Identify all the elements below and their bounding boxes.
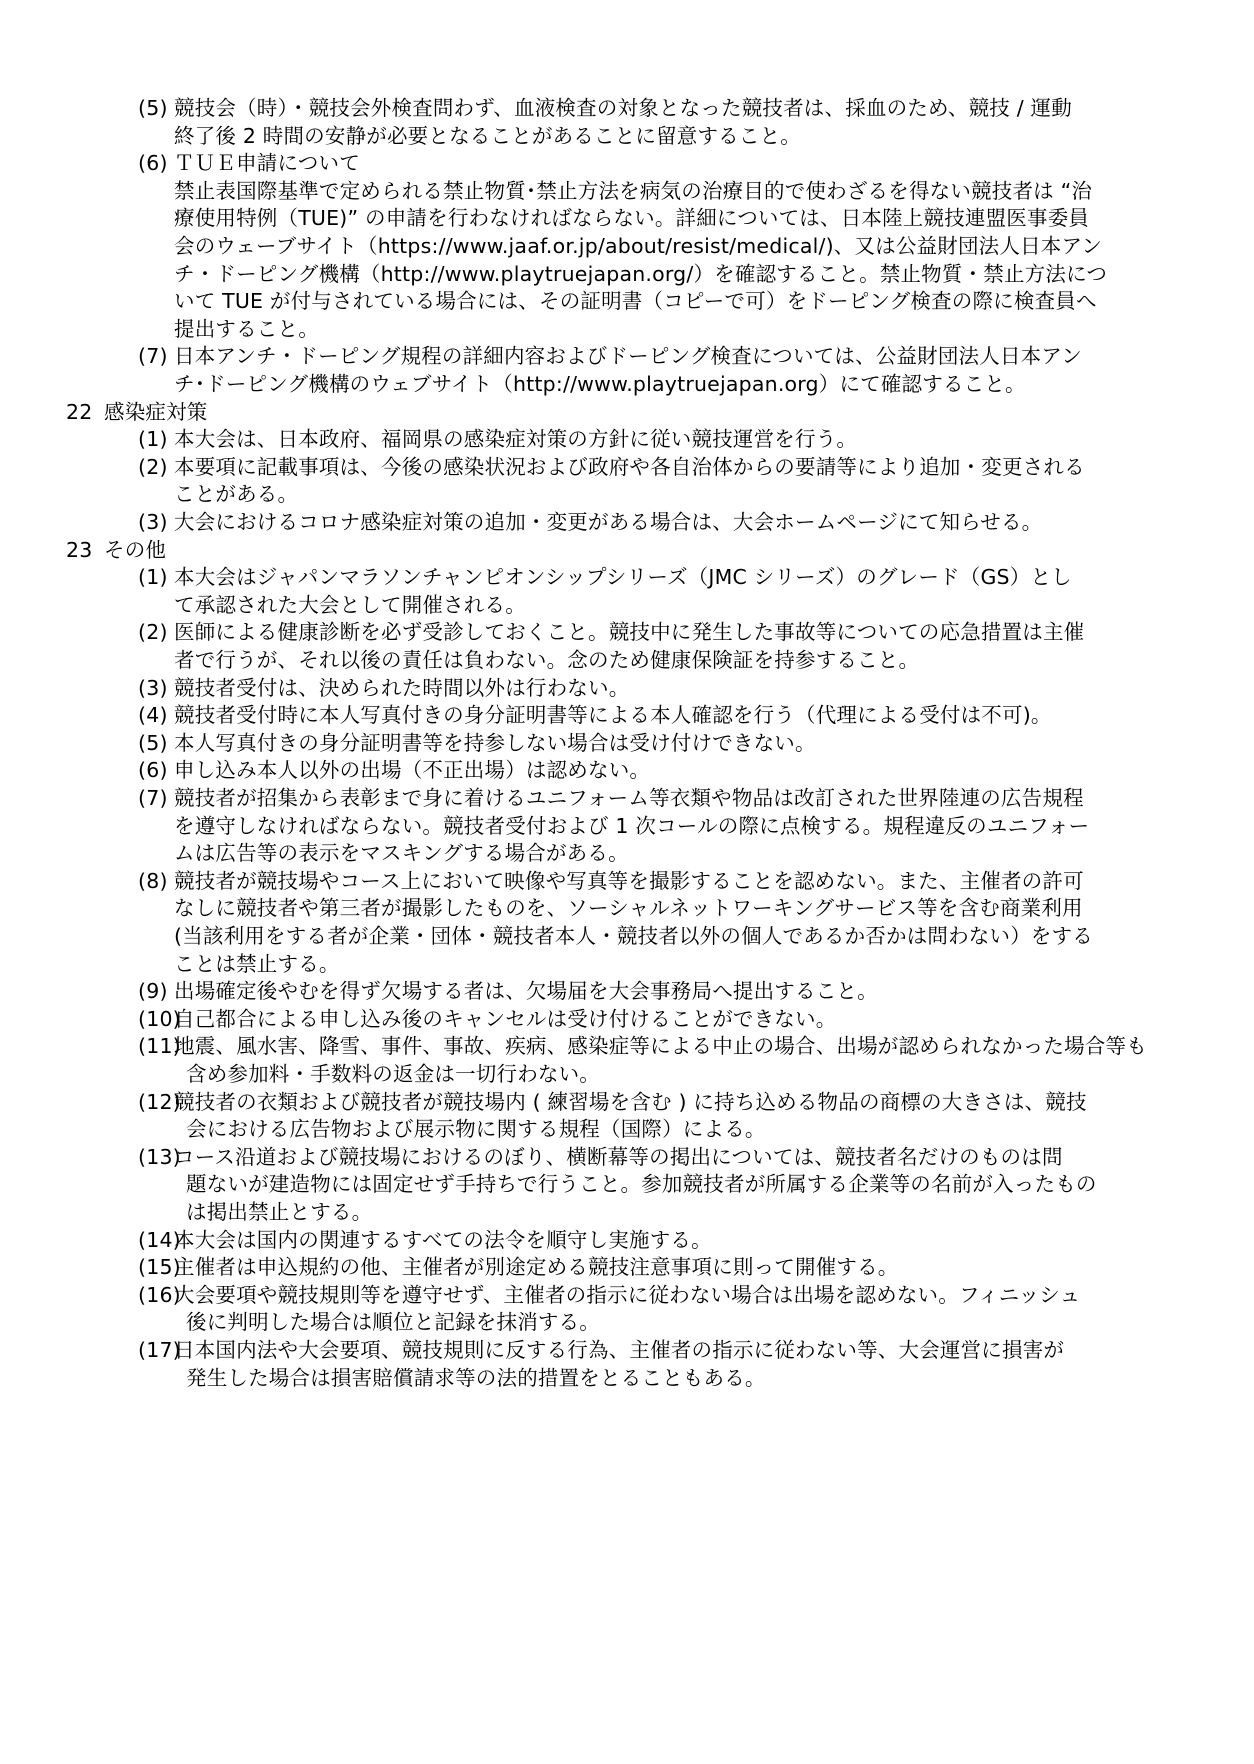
item-number: (16) — [138, 1283, 181, 1307]
item-text: 競技会（時）・競技会外検査問わず、血液検査の対象となった競技者は、採血のため、競技 / 運動 — [174, 96, 1072, 120]
item-continuation: なしに競技者や第三者が撮影したものを、ソーシャルネットワーキングサービス等を含む商業利用 — [174, 896, 1083, 920]
item-number: (6) — [138, 151, 168, 175]
section-number: 22 — [66, 400, 93, 424]
item-text: 自己都合による申し込み後のキャンセルは受け付けることができない。 — [174, 1007, 837, 1031]
item-continuation: 会のウェーブサイト（https://www.jaaf.or.jp/about/resist/medical/)、又は公益財団法人日本アン — [174, 234, 1103, 258]
item-continuation: ことは禁止する。 — [174, 952, 340, 976]
item-number: (1) — [138, 565, 168, 589]
item-number: (6) — [138, 758, 168, 782]
item-continuation: 終了後 2 時間の安静が必要となることがあることに留意すること。 — [174, 124, 801, 148]
item-continuation: は掲出禁止とする。 — [186, 1200, 373, 1224]
section-number: 23 — [66, 538, 93, 562]
item-number: (3) — [138, 676, 168, 700]
item-text: 大会におけるコロナ感染症対策の追加・変更がある場合は、大会ホームページにて知らせる。 — [174, 510, 1043, 534]
item-continuation: 提出すること。 — [174, 317, 319, 341]
section-heading: その他 — [104, 538, 167, 562]
item-continuation: ことがある。 — [174, 482, 299, 506]
item-number: (5) — [138, 731, 168, 755]
item-text: 本要項に記載事項は、今後の感染状況および政府や各自治体からの要請等により追加・変更される — [174, 455, 1085, 479]
item-number: (2) — [138, 620, 168, 644]
item-text: 地震、風水害、降雪、事件、事故、疾病、感染症等による中止の場合、出場が認められなかった場合等も — [174, 1034, 1147, 1058]
item-text: 本大会は、日本政府、福岡県の感染症対策の方針に従い競技運営を行う。 — [174, 427, 858, 451]
item-continuation: チ・ドーピング機構（http://www.playtruejapan.org/）を確認すること。禁止物質・禁止方法につ — [174, 262, 1108, 286]
item-text: 本人写真付きの身分証明書等を持参しない場合は受け付けできない。 — [174, 731, 816, 755]
item-continuation: チ･ドーピング機構のウェブサイト（http://www.playtruejapan.org）にて確認すること。 — [174, 372, 1026, 396]
item-text: 競技者の衣類および競技者が競技場内 ( 練習場を含む ) に持ち込める物品の商標の大きさは、競技 — [174, 1090, 1087, 1114]
item-continuation: ムは広告等の表示をマスキングする場合がある。 — [174, 841, 629, 865]
item-number: (9) — [138, 979, 168, 1003]
item-continuation: 題ないが建造物には固定せず手持ちで行うこと。参加競技者が所属する企業等の名前が入ったもの — [186, 1172, 1097, 1196]
item-continuation: (当該利用をする者が企業・団体・競技者本人・競技者以外の個人であるか否かは問わない）をする — [174, 924, 1093, 948]
item-number: (7) — [138, 344, 168, 368]
item-text: 日本国内法や大会要項、競技規則に反する行為、主催者の指示に従わない等、大会運営に損害が — [174, 1338, 1065, 1362]
item-text: 競技者が招集から表彰まで身に着けるユニフォーム等衣類や物品は改訂された世界陸連の広告規程 — [174, 786, 1084, 810]
item-continuation: いて TUE が付与されている場合には、その証明書（コピーで可）をドーピング検査の際に検査員へ — [174, 289, 1097, 313]
item-text: 競技者が競技場やコース上において映像や写真等を撮影することを認めない。また、主催者の許可 — [174, 869, 1084, 893]
item-number: (17) — [138, 1338, 181, 1362]
item-text: 競技者受付時に本人写真付きの身分証明書等による本人確認を行う（代理による受付は不可)。 — [174, 703, 1052, 727]
item-number: (10) — [138, 1007, 181, 1031]
item-continuation: を遵守しなければならない。競技者受付および 1 次コールの際に点検する。規程違反のユニフォー — [174, 814, 1090, 838]
section-heading: 感染症対策 — [104, 400, 208, 424]
item-text: コース沿道および競技場におけるのぼり、横断幕等の掲出については、競技者名だけのものは問 — [174, 1145, 1063, 1169]
item-continuation: 後に判明した場合は順位と記録を抹消する。 — [186, 1310, 600, 1334]
item-text: ＴＵＥ申請について — [174, 151, 360, 175]
item-text: 本大会は国内の関連するすべての法令を順守し実施する。 — [174, 1228, 712, 1252]
item-text: 主催者は申込規約の他、主催者が別途定める競技注意事項に則って開催する。 — [174, 1255, 899, 1279]
item-text: 医師による健康診断を必ず受診しておくこと。競技中に発生した事故等についての応急措置は主催 — [174, 620, 1085, 644]
item-text: 大会要項や競技規則等を遵守せず、主催者の指示に従わない場合は出場を認めない。フィニッシュ — [174, 1283, 1081, 1307]
item-text: 出場確定後やむを得ず欠場する者は、欠場届を大会事務局へ提出すること。 — [174, 979, 878, 1003]
item-number: (5) — [138, 96, 168, 120]
item-continuation: 禁止表国際基準で定められる禁止物質･禁止方法を病気の治療目的で使わざるを得ない競技者は “治 — [174, 179, 1093, 203]
item-text: 本大会はジャパンマラソンチャンピオンシップシリーズ（JMC シリーズ）のグレード（GS）とし — [174, 565, 1072, 589]
item-number: (7) — [138, 786, 168, 810]
item-number: (11) — [138, 1034, 181, 1058]
item-number: (13) — [138, 1145, 181, 1169]
item-continuation: 会における広告物および展示物に関する規程（国際）による。 — [186, 1117, 766, 1141]
item-number: (15) — [138, 1255, 181, 1279]
item-text: 競技者受付は、決められた時間以外は行わない。 — [174, 676, 630, 700]
item-number: (2) — [138, 455, 168, 479]
item-number: (14) — [138, 1228, 181, 1252]
item-continuation: て承認された大会として開催される。 — [174, 593, 526, 617]
item-number: (8) — [138, 869, 168, 893]
item-number: (4) — [138, 703, 168, 727]
item-continuation: 発生した場合は損害賠償請求等の法的措置をとることもある。 — [186, 1366, 766, 1390]
item-text: 申し込み本人以外の出場（不正出場）は認めない。 — [174, 758, 651, 782]
item-continuation: 含め参加料・手数料の返金は一切行わない。 — [186, 1062, 600, 1086]
item-text: 日本アンチ・ドーピング規程の詳細内容およびドーピング検査については、公益財団法人日本アン — [174, 344, 1082, 368]
item-continuation: 療使用特例（TUE)” の申請を行わなければならない。詳細については、日本陸上競技連盟医事委員 — [174, 206, 1090, 230]
item-number: (1) — [138, 427, 168, 451]
item-continuation: 者で行うが、それ以後の責任は負わない。念のため健康保険証を持参すること。 — [174, 648, 920, 672]
item-number: (12) — [138, 1090, 181, 1114]
item-number: (3) — [138, 510, 168, 534]
